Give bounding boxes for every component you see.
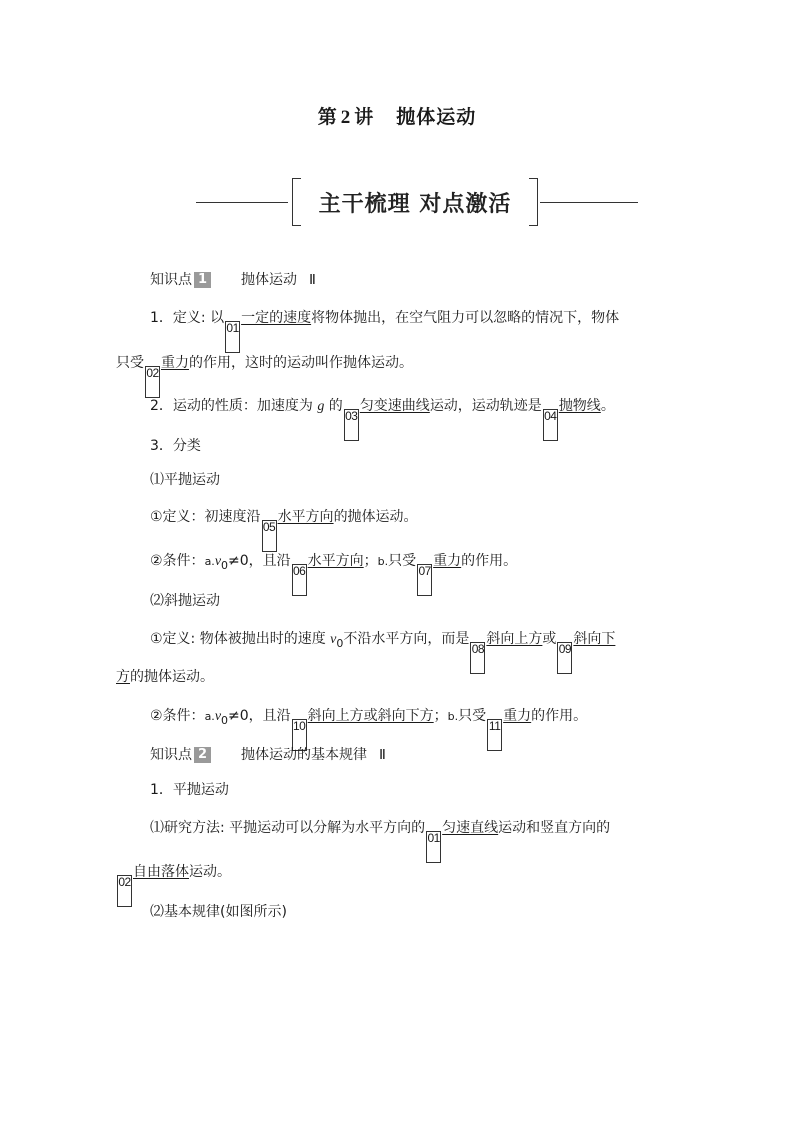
title-pre: 第: [317, 106, 338, 128]
item-b: b.: [377, 555, 389, 568]
text: 只受: [116, 355, 144, 371]
oblique-definition-line-2: [116, 667, 214, 687]
answer-underlined: 水平方向: [277, 509, 334, 525]
answer-underlined: 重力: [433, 553, 462, 569]
bracket-right: [529, 178, 538, 226]
banner-rule-right: [540, 202, 638, 203]
answer-underlined: 斜向上方或斜向下方: [307, 708, 434, 724]
text: ①定义: 物体被抛出时的速度: [150, 631, 331, 647]
blank-number-box: 03: [344, 409, 359, 441]
blank-number-box: 01: [225, 321, 240, 353]
banner-rule-left: [196, 202, 288, 203]
kp-level: Ⅱ: [309, 273, 316, 288]
item-a: a.: [204, 555, 215, 568]
kp-title: 抛体运动: [241, 272, 298, 288]
answer-underlined: 重力: [161, 355, 189, 371]
banner-box: [292, 178, 538, 226]
knowledge-point-2: [150, 745, 386, 766]
item-a: a.: [204, 710, 215, 723]
blank-number-box: 05: [262, 520, 277, 552]
text: ；: [433, 708, 448, 724]
oblique-projectile-heading: ⑵斜抛运动: [150, 593, 220, 609]
title-post: 讲: [354, 106, 375, 128]
text: ②条件：: [150, 708, 205, 724]
kp-label: 知识点: [150, 747, 192, 763]
blank-number-box: 11: [487, 719, 502, 751]
blank-number-box: 02: [145, 366, 160, 398]
horizontal-condition: [150, 551, 517, 596]
section-banner: [196, 178, 638, 228]
text: 不沿水平方向，而是: [343, 631, 470, 647]
text: 的: [324, 398, 343, 414]
text: 运动，运动轨迹是: [429, 398, 542, 414]
answer-underlined: 自由落体: [133, 864, 189, 880]
answer-underlined: 重力: [503, 708, 532, 724]
text: 运动和竖直方向的: [498, 820, 611, 836]
banner-text: 主干梳理 对点激活: [318, 190, 512, 217]
subscript: 0: [221, 558, 229, 572]
answer-underlined: 匀变速曲线: [359, 398, 430, 414]
answer-underlined: 匀速直线: [442, 820, 499, 836]
text: 的抛体运动。: [130, 669, 214, 685]
answer-underlined: 方: [116, 669, 130, 685]
text: 只受: [458, 708, 487, 724]
text: 2．运动的性质：加速度为: [150, 398, 318, 414]
knowledge-point-1: [150, 270, 316, 291]
definition-line-1: [150, 308, 619, 353]
lecture-number: 2: [340, 107, 352, 128]
text: ；: [363, 553, 378, 569]
text: 的作用，这时的运动叫作抛体运动。: [189, 355, 413, 371]
text: ≠0，且沿: [228, 553, 291, 569]
symbol-v: v: [330, 632, 337, 647]
answer-underlined: 斜向下: [573, 631, 616, 647]
title-topic: 抛体运动: [396, 106, 477, 128]
text: ①定义：初速度沿: [150, 509, 261, 525]
kp-label: 知识点: [150, 272, 192, 288]
symbol-g: g: [317, 399, 325, 414]
text: 运动。: [189, 864, 231, 880]
definition-line-2: [116, 353, 413, 398]
basic-laws-heading: ⑵基本规律(如图所示): [150, 904, 287, 920]
page-title: [0, 102, 794, 129]
blank-number-box: 08: [470, 642, 485, 674]
subscript: 0: [221, 713, 229, 727]
text: 的作用。: [461, 553, 518, 569]
text: ⑴研究方法: 平抛运动可以分解为水平方向的: [150, 820, 426, 836]
blank-number-box: 09: [557, 642, 572, 674]
blank-number-box: 10: [292, 719, 307, 751]
blank-number-box: 04: [543, 409, 558, 441]
text: 只受: [388, 553, 417, 569]
horizontal-projectile-heading: ⑴平抛运动: [150, 472, 220, 488]
text: 1．定义: 以: [150, 310, 225, 326]
text: ≠0，且沿: [228, 708, 291, 724]
motion-nature-line: [150, 396, 615, 441]
answer-underlined: 斜向上方: [486, 631, 543, 647]
blank-number-box: 06: [292, 564, 307, 596]
text: 或: [542, 631, 557, 647]
blank-number-box: 07: [417, 564, 432, 596]
blank-number-box: 02: [117, 875, 132, 907]
answer-underlined: 一定的速度: [241, 310, 312, 326]
answer-underlined: 水平方向: [307, 553, 364, 569]
research-method-line-1: [150, 818, 610, 863]
item-b: b.: [447, 710, 459, 723]
answer-underlined: 抛物线: [558, 398, 601, 414]
horizontal-definition: [150, 507, 418, 552]
oblique-definition-line-1: [150, 629, 615, 674]
text: 的抛体运动。: [333, 509, 418, 525]
kp-title: 抛体运动的基本规律: [241, 747, 368, 763]
blank-number-box: 01: [426, 831, 441, 863]
bracket-left: [292, 178, 301, 226]
horizontal-projectile-subheading: 1．平抛运动: [150, 782, 229, 798]
text: 。: [600, 398, 615, 414]
symbol-v: v: [214, 554, 222, 569]
text: ②条件：: [150, 553, 205, 569]
classification-heading: 3．分类: [150, 438, 201, 454]
research-method-line-2: [116, 862, 231, 907]
subscript: 0: [336, 636, 344, 650]
text: 的作用。: [531, 708, 588, 724]
text: 将物体抛出，在空气阻力可以忽略的情况下，物体: [311, 310, 620, 326]
kp-number-badge: 1: [194, 272, 211, 288]
kp-level: Ⅱ: [379, 748, 386, 763]
symbol-v: v: [214, 709, 222, 724]
kp-number-badge: 2: [194, 747, 211, 763]
